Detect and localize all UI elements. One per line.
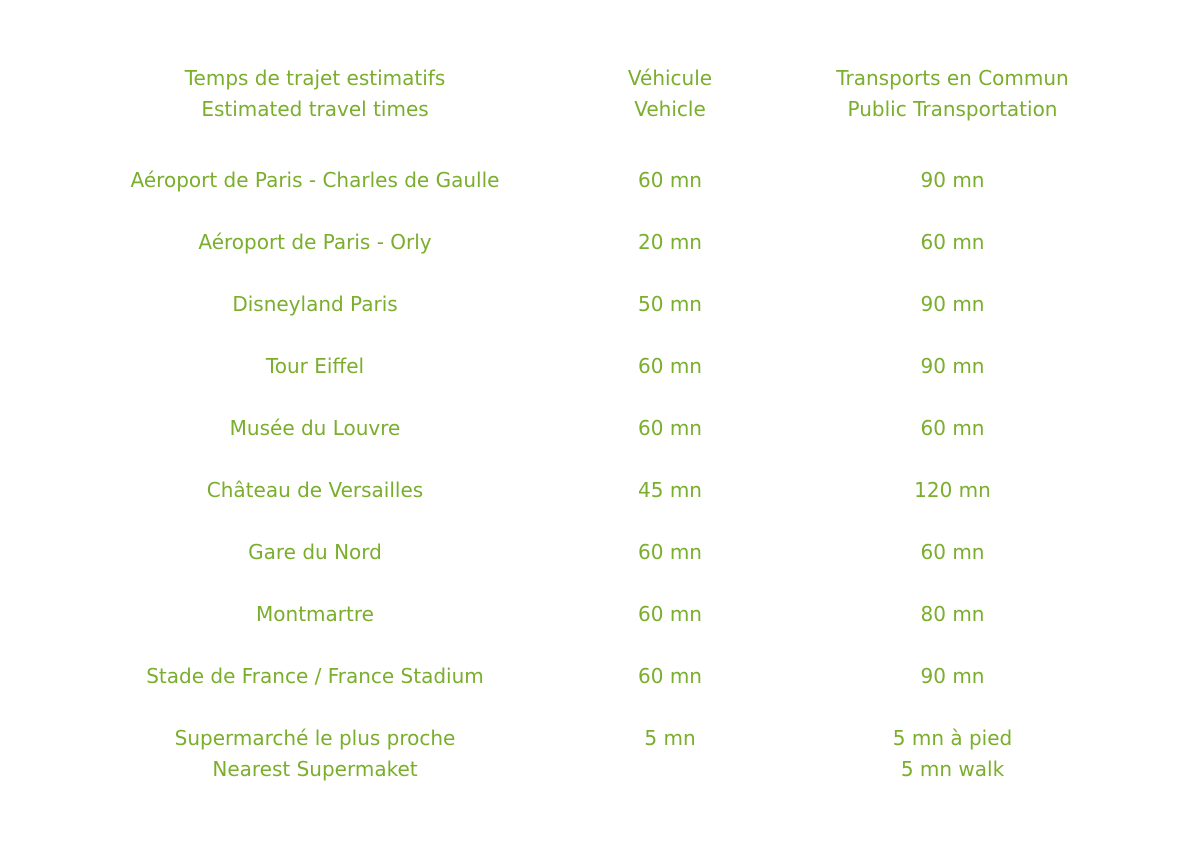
public-time-text: 90 mn: [920, 292, 985, 316]
vehicle-time-cell: [580, 599, 760, 630]
vehicle-time-cell: [580, 413, 760, 444]
header-destination: [60, 63, 570, 125]
header-public-transport-fr: Transports en Commun: [836, 66, 1069, 90]
public-time-text: 60 mn: [920, 230, 985, 254]
header-public-transport: [800, 63, 1105, 125]
public-time-cell: [800, 289, 1105, 320]
vehicle-time-text: 60 mn: [638, 354, 702, 378]
destination-text: Aéroport de Paris - Orly: [198, 230, 432, 254]
destination-cell: [60, 537, 570, 568]
public-time-cell: [800, 537, 1105, 568]
vehicle-time-text: 20 mn: [638, 230, 702, 254]
public-time-cell: [800, 351, 1105, 382]
vehicle-time-cell: [580, 227, 760, 258]
table-row: [0, 227, 1200, 291]
public-time-text: 60 mn: [920, 416, 985, 440]
vehicle-time-cell: [580, 537, 760, 568]
vehicle-time-cell: [580, 289, 760, 320]
destination-text: Montmartre: [256, 602, 374, 626]
destination-text-fr: Supermarché le plus proche: [174, 726, 456, 750]
public-time-cell: [800, 165, 1105, 196]
vehicle-time-cell: [580, 475, 760, 506]
destination-cell: [60, 661, 570, 692]
header-public-transport-en: Public Transportation: [847, 97, 1058, 121]
public-time-cell: [800, 661, 1105, 692]
public-time-text: 90 mn: [920, 168, 985, 192]
destination-cell: [60, 599, 570, 630]
destination-text-en: Nearest Supermaket: [212, 757, 418, 781]
table-row: [0, 165, 1200, 229]
public-time-text: 120 mn: [914, 478, 991, 502]
header-destination-fr: Temps de trajet estimatifs: [184, 66, 446, 90]
destination-cell: [60, 289, 570, 320]
destination-text: Stade de France / France Stadium: [146, 664, 484, 688]
public-time-cell: [800, 227, 1105, 258]
destination-cell: [60, 475, 570, 506]
table-row: [0, 413, 1200, 477]
destination-cell: [60, 351, 570, 382]
destination-cell: [60, 165, 570, 196]
table-row: [0, 599, 1200, 663]
public-time-cell: [800, 599, 1105, 630]
vehicle-time-cell: [580, 661, 760, 692]
destination-text: Château de Versailles: [206, 478, 424, 502]
public-time-text: 60 mn: [920, 540, 985, 564]
public-time-text: 90 mn: [920, 354, 985, 378]
vehicle-time-text: 60 mn: [638, 416, 702, 440]
table-row: [0, 661, 1200, 725]
vehicle-time-cell: [580, 165, 760, 196]
header-vehicle-en: Vehicle: [634, 97, 706, 121]
table-row: [0, 289, 1200, 353]
vehicle-time-text: 60 mn: [638, 540, 702, 564]
public-time-text: 80 mn: [920, 602, 985, 626]
public-time-text-fr: 5 mn à pied: [892, 726, 1013, 750]
destination-text: Musée du Louvre: [229, 416, 401, 440]
destination-cell: [60, 227, 570, 258]
vehicle-time-cell: [580, 723, 760, 754]
public-time-cell: [800, 723, 1105, 785]
destination-text: Gare du Nord: [248, 540, 382, 564]
table-row: [0, 537, 1200, 601]
vehicle-time-cell: [580, 351, 760, 382]
vehicle-time-text: 60 mn: [638, 602, 702, 626]
vehicle-time-text: 45 mn: [638, 478, 702, 502]
vehicle-time-text: 5 mn: [644, 726, 696, 750]
destination-text: Disneyland Paris: [232, 292, 398, 316]
public-time-cell: [800, 475, 1105, 506]
destination-cell: [60, 723, 570, 785]
destination-text: Aéroport de Paris - Charles de Gaulle: [130, 168, 500, 192]
table-row: [0, 475, 1200, 539]
destination-text: Tour Eiffel: [265, 354, 365, 378]
vehicle-time-text: 50 mn: [638, 292, 702, 316]
table-row: [0, 351, 1200, 415]
public-time-cell: [800, 413, 1105, 444]
public-time-text: 90 mn: [920, 664, 985, 688]
header-vehicle: [580, 63, 760, 125]
header-row: [0, 63, 1200, 127]
public-time-text-en: 5 mn walk: [900, 757, 1005, 781]
table-row: [0, 723, 1200, 787]
header-destination-en: Estimated travel times: [201, 97, 429, 121]
vehicle-time-text: 60 mn: [638, 168, 702, 192]
header-vehicle-fr: Véhicule: [627, 66, 713, 90]
destination-cell: [60, 413, 570, 444]
vehicle-time-text: 60 mn: [638, 664, 702, 688]
